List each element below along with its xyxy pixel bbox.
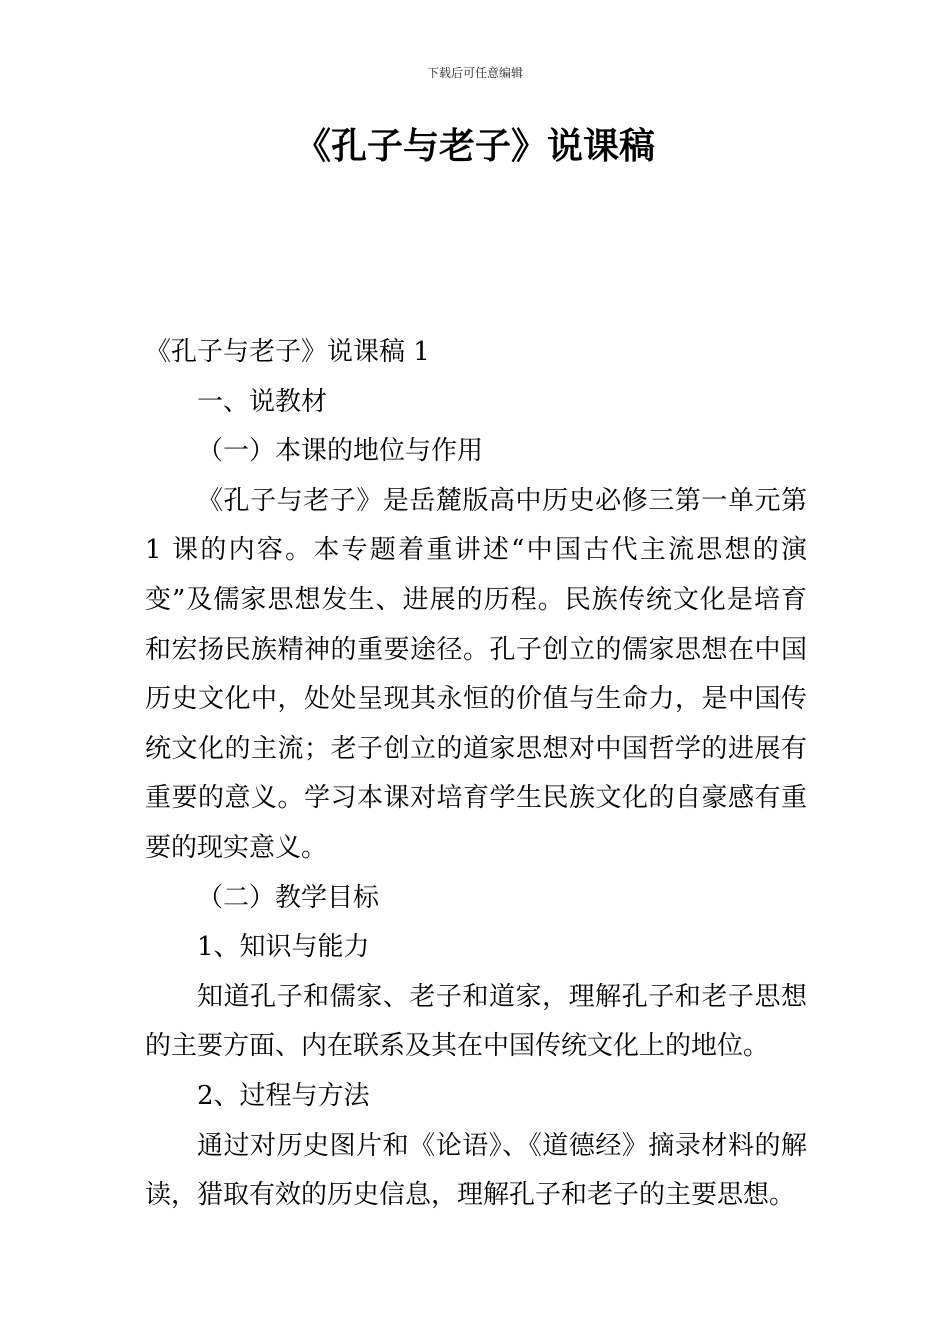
- paragraph-knowledge: 知道孔子和儒家、老子和道家，理解孔子和老子思想的主要方面、内在联系及其在中国传统文化上的地位。: [145, 981, 807, 1062]
- subsection-heading-position: （一）本课的地位与作用: [197, 436, 484, 467]
- document-title: 《孔子与老子》说课稿: [294, 126, 655, 167]
- section-heading-textbook: 一、说教材: [197, 386, 328, 417]
- subsection-heading-objectives: （二）教学目标: [197, 882, 380, 913]
- paragraph-process: 通过对历史图片和《论语》、《道德经》摘录材料的解读，猎取有效的历史信息，理解孔子和老子的主要思想。: [145, 1130, 807, 1211]
- item-heading-process: 2、过程与方法: [197, 1080, 370, 1111]
- header-note: 下载后可任意编辑: [426, 66, 523, 80]
- lesson-subtitle: 《孔子与老子》说课稿 1: [145, 337, 430, 367]
- document-body: [145, 328, 807, 1221]
- paragraph-position: 《孔子与老子》是岳麓版高中历史必修三第一单元第 1 课的内容。本专题着重讲述“中国古代主流思想的演变”及儒家思想发生、进展的历程。民族传统文化是培育和宏扬民族精神的重要途径。孔子创立的儒家思想在中国历史文化中，处处呈现其永恒的价值与生命力，是中国传统文化的主流；老子创立的道家思想对中国哲学的进展有重要的意义。学习本课对培育学生民族文化的自豪感有重要的现实意义。: [145, 485, 807, 863]
- item-heading-knowledge: 1、知识与能力: [197, 932, 370, 963]
